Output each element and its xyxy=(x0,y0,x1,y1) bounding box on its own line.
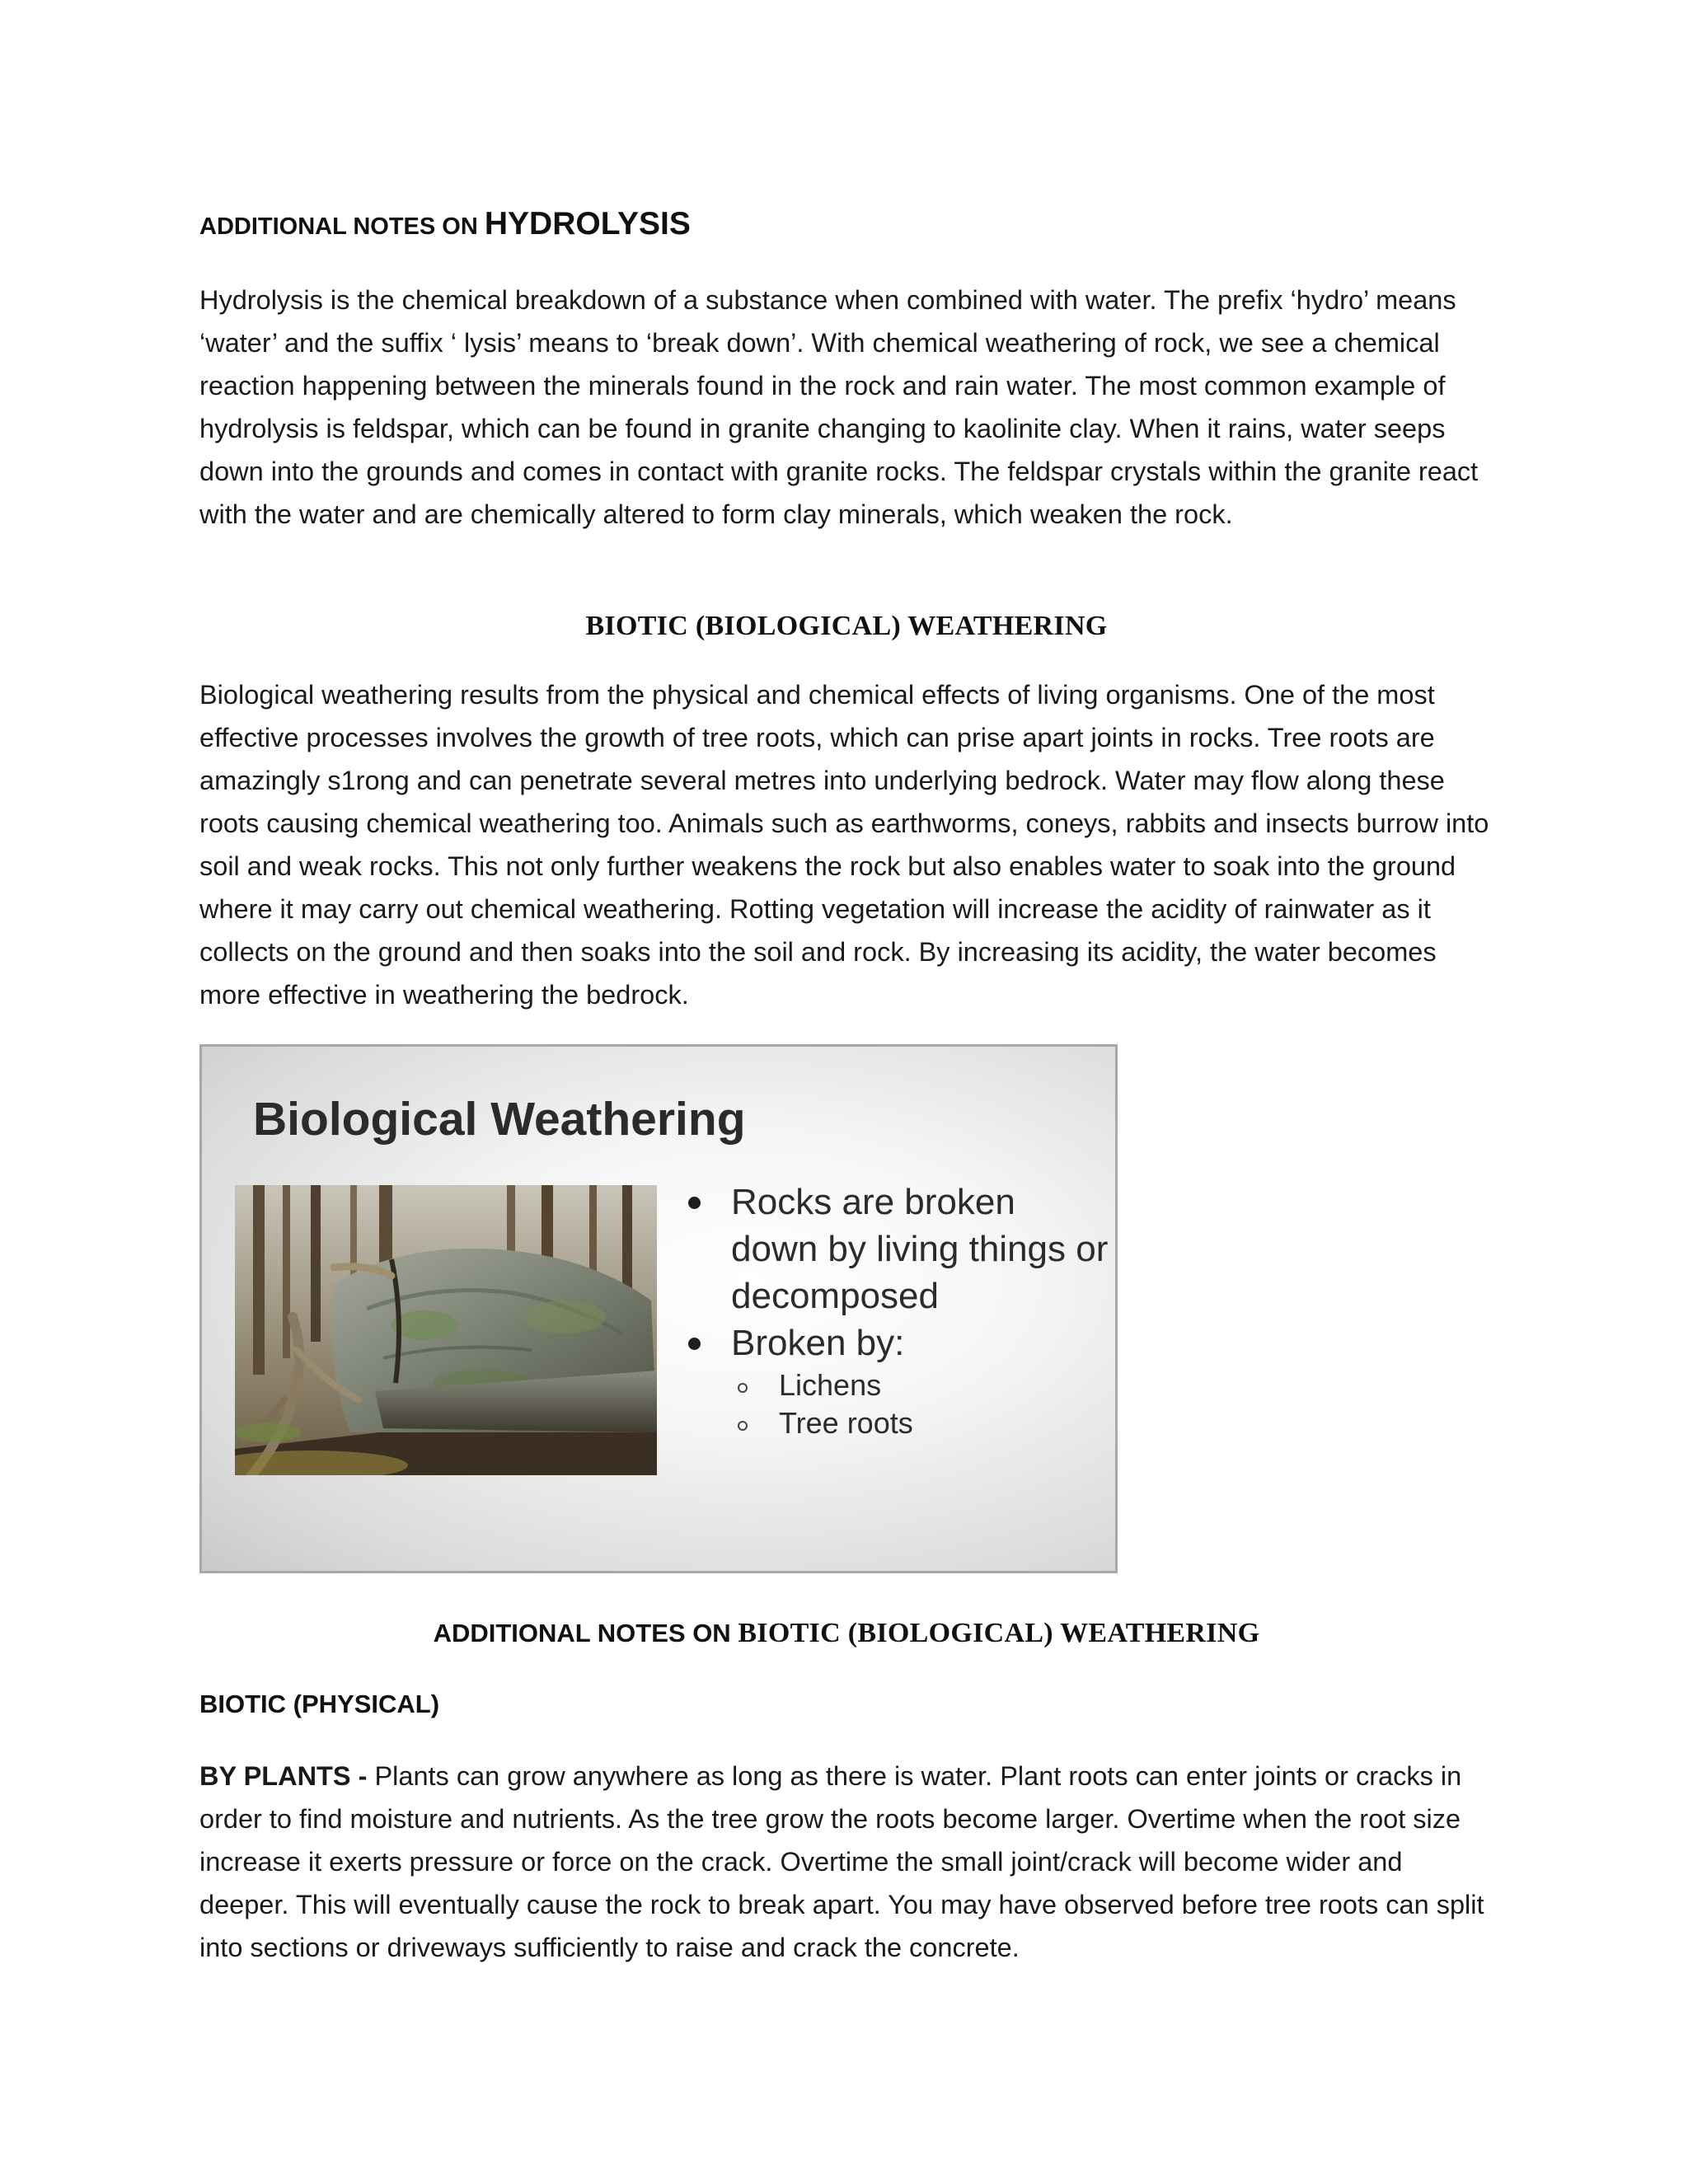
slide-bullet-text: Rocks are broken down by living things or decomposed xyxy=(731,1182,1109,1316)
hydrolysis-heading-emph: HYDROLYSIS xyxy=(484,206,691,241)
biotic-physical-heading: BIOTIC (PHYSICAL) xyxy=(199,1690,440,1718)
hydrolysis-heading-prefix: ADDITIONAL NOTES ON xyxy=(199,213,485,240)
slide-bullet-item xyxy=(680,1319,1109,1366)
additional-biotic-heading-prefix: ADDITIONAL NOTES ON xyxy=(433,1619,738,1647)
hydrolysis-heading xyxy=(199,204,1493,246)
by-plants-lead: BY PLANTS - xyxy=(199,1761,368,1791)
slide-bullet-item xyxy=(680,1179,1109,1319)
slide-bullet-text: Broken by: xyxy=(731,1323,905,1363)
slide-title: Biological Weathering xyxy=(253,1093,746,1146)
additional-biotic-heading xyxy=(199,1612,1493,1655)
slide-sub-bullet-text: Tree roots xyxy=(779,1406,913,1440)
slide-sub-bullet-text: Lichens xyxy=(779,1368,882,1402)
by-plants-paragraph xyxy=(199,1755,1493,1969)
biological-weathering-slide-image xyxy=(199,1044,1118,1573)
biotic-weathering-heading: BIOTIC (BIOLOGICAL) WEATHERING xyxy=(585,611,1108,641)
biotic-paragraph: Biological weathering results from the physical and chemical effects of living organisms. One of the most effective processes involves the growth of tree roots, which can prise apart joints in rocks. Tree roots are amazingly s1rong and can penetrate several metres into underlying bedrock. Water may flow along these roots causing chemical weathering too. Animals such as earthworms, coneys, rabbits and insects burrow into soil and weak rocks. This not only further weakens the rock but also enables water to soak into the ground where it may carry out chemical weathering. Rotting vegetation will increase the acidity of rainwater as it collects on the ground and then soaks into the soil and rock. By increasing its acidity, the water becomes more effective in weathering the bedrock. xyxy=(199,680,1489,1010)
rock-tree-roots-photo xyxy=(235,1185,657,1475)
hydrolysis-paragraph: Hydrolysis is the chemical breakdown of a substance when combined with water. The prefix ‘hydro’ means ‘water’ and the suffix ‘ lysis’ means to ‘break down’. With chemical weathering of rock, we see a chemical reaction happening between the minerals found in the rock and rain water. The most common example of hydrolysis is feldspar, which can be found in granite changing to kaolinite clay. When it rains, water seeps down into the grounds and comes in contact with granite rocks. The feldspar crystals within the granite react with the water and are chemically altered to form clay minerals, which weaken the rock. xyxy=(199,285,1479,529)
slide-sub-bullet-item xyxy=(680,1366,1109,1404)
bullet-circle-icon xyxy=(738,1421,748,1431)
additional-biotic-heading-emph: BIOTIC (BIOLOGICAL) WEATHERING xyxy=(738,1618,1260,1648)
slide-sub-bullet-item xyxy=(680,1404,1109,1442)
by-plants-text: Plants can grow anywhere as long as there is water. Plant roots can enter joints or cracks in order to find moisture and nutrients. As the tree grow the roots become larger. Overtime when the root size increase it exerts pressure or force on the crack. Overtime the small joint/crack will become wider and deeper. This will eventually cause the rock to break apart. You may have observed before tree roots can split into sections or driveways sufficiently to raise and crack the concrete. xyxy=(199,1761,1484,1962)
slide-bullet-list xyxy=(680,1179,1109,1442)
bullet-dot-icon xyxy=(688,1338,701,1350)
bullet-circle-icon xyxy=(738,1383,748,1393)
bullet-dot-icon xyxy=(688,1197,701,1209)
